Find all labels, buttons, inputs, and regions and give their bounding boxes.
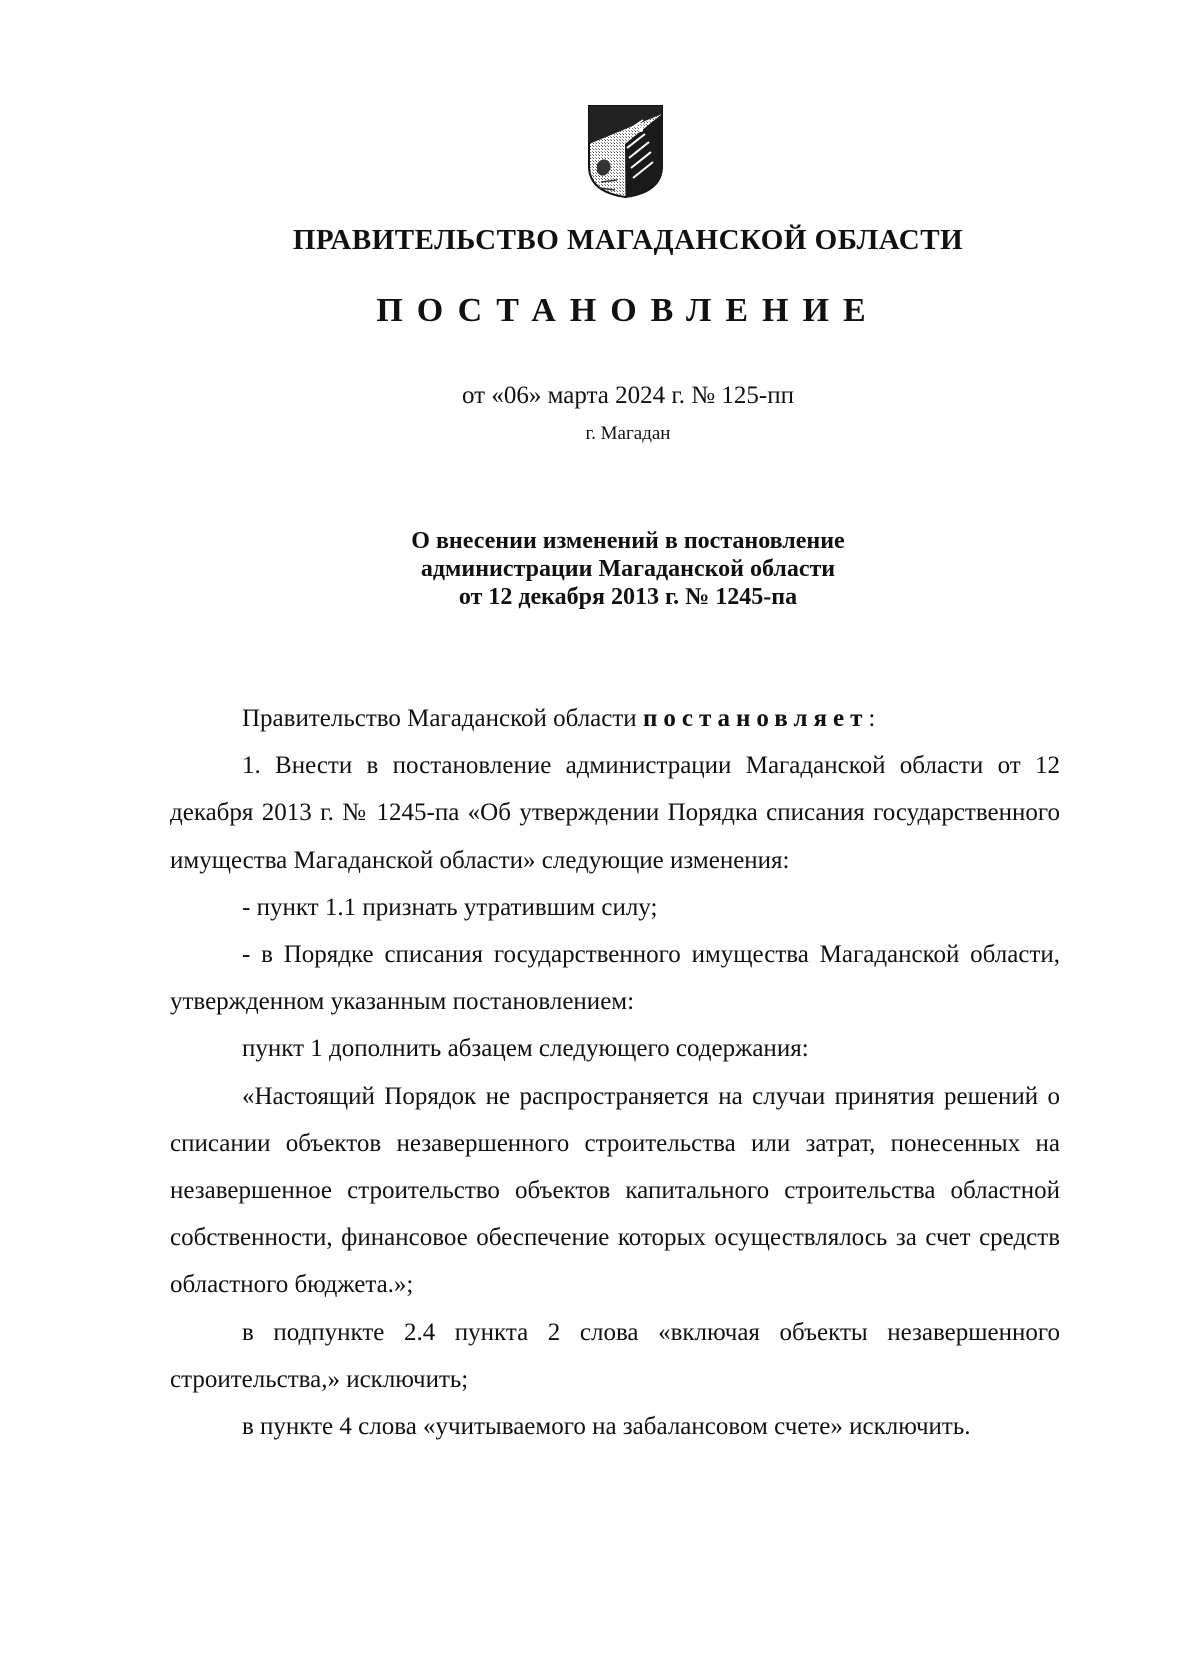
subject-line-1: О внесении изменений в постановление — [411, 528, 845, 554]
coat-of-arms-icon — [587, 104, 664, 199]
government-title: ПРАВИТЕЛЬСТВО МАГАДАНСКОЙ ОБЛАСТИ — [292, 224, 964, 256]
paragraph-3: - в Порядке списания государственного имущества Магаданской области, утвержденном указанным постановлением: — [170, 941, 1060, 1016]
document-subject — [0, 527, 1200, 611]
paragraph-7: в пункте 4 слова «учитываемого на забалансовом счете» исключить. — [242, 1413, 971, 1441]
paragraph-6: в подпункте 2.4 пункта 2 слова «включая объекты незавершенного строительства,» исключить; — [170, 1318, 1060, 1393]
document-date-number: от «06» марта 2024 г. № 125-пп — [462, 382, 794, 409]
subject-line-3: от 12 декабря 2013 г. № 1245-па — [458, 584, 798, 610]
intro-paragraph — [170, 695, 1060, 742]
paragraph-2: - пункт 1.1 признать утратившим силу; — [242, 893, 658, 921]
document-body — [170, 695, 1060, 1450]
document-type-title: ПОСТАНОВЛЕНИЕ — [376, 292, 880, 329]
intro-suffix: : — [868, 705, 876, 732]
paragraph-1: 1. Внести в постановление администрации Магаданской области от 12 декабря 2013 г. № 1245-па «Об утверждении Порядка списания государственного имущества Магаданской области» следующие изменения: — [170, 752, 1060, 874]
subject-line-2: администрации Магаданской области — [420, 556, 836, 582]
paragraph-4: пункт 1 дополнить абзацем следующего содержания: — [242, 1035, 809, 1063]
document-city: г. Магадан — [585, 423, 671, 444]
intro-prefix: Правительство Магаданской области — [242, 705, 643, 732]
paragraph-5: «Настоящий Порядок не распространяется на случаи принятия решений о списании объектов незавершенного строительства или затрат, понесенных на незавершенное строительство объектов капитального строительства областной собственности, финансовое обеспечение которых осуществлялось за счет средств областного бюджета.»; — [170, 1082, 1060, 1299]
intro-keyword: постановляет — [642, 705, 869, 732]
